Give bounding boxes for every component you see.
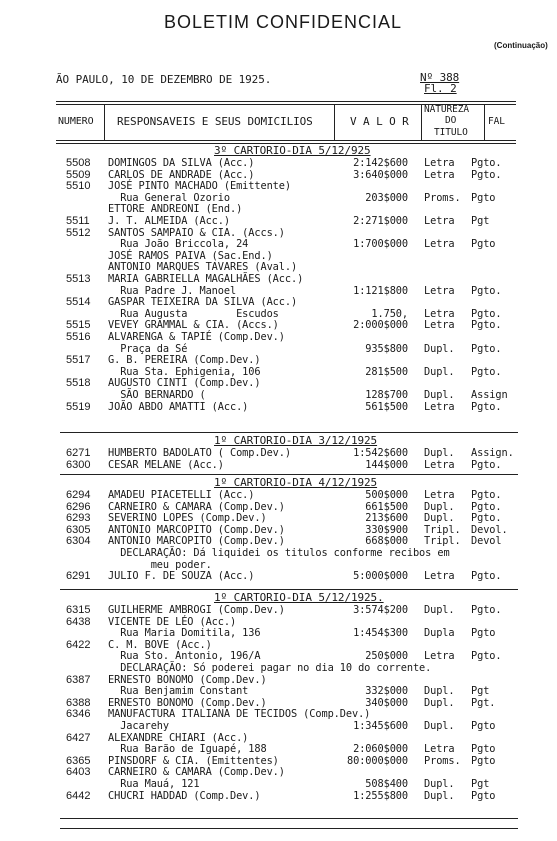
section-heading: 1º CARTORIO-DIA 4/12/1925 xyxy=(214,476,378,489)
entry-name: VEVEY GRAMMAL & CIA. (Accs.) xyxy=(108,319,279,332)
section-heading: 3º CARTORIO-DIA 5/12/925 xyxy=(214,144,371,157)
entry-natureza: Dupl. xyxy=(424,789,455,802)
entry-number: 6291 xyxy=(66,570,91,583)
header-valor: V A L O R xyxy=(350,115,409,128)
entry-valor: 250$000 xyxy=(365,650,408,663)
section-heading: 1º CARTORIO-DIA 5/12/1925. xyxy=(214,591,384,604)
entry-number: 5517 xyxy=(66,354,91,367)
entry-valor: 340$000 xyxy=(365,696,408,709)
entry-fal: Pgto. xyxy=(471,458,502,471)
entry-name: CARNEIRO & CAMARA (Comp.Dev.) xyxy=(108,766,285,779)
entry-name: Rua Maria Domitila, 136 xyxy=(108,627,261,640)
entry-name: AUGUSTO CINTI (Comp.Dev.) xyxy=(108,377,261,390)
entry-name: Rua João Briccola, 24 xyxy=(108,238,249,251)
entry-fal: Pgto xyxy=(471,743,496,756)
entry-valor: 500$000 xyxy=(365,489,408,501)
entry-name: ALEXANDRE CHIARI (Acc.) xyxy=(108,731,249,744)
entry-natureza: Letra xyxy=(424,168,455,181)
entry-name: MARIA GABRIELLA MAGALHÃES (Acc.) xyxy=(108,273,304,285)
entry-valor: 2:060$000 xyxy=(353,743,408,756)
entry-natureza: Letra xyxy=(424,570,455,583)
entry-name: GUILHERME AMBROGI (Comp.Dev.) xyxy=(108,604,285,616)
entry-name: ANTONIO MARQUES TAVARES (Aval.) xyxy=(108,261,298,274)
entry-name: SÃO BERNARDO ( xyxy=(108,389,206,401)
entry-name: Rua General Ozorio xyxy=(108,191,230,204)
entry-number: 6315 xyxy=(66,604,91,616)
entry-fal: Pgto xyxy=(471,789,496,802)
entry-fal: Pgto xyxy=(471,627,496,640)
entry-fal: Pgto. xyxy=(471,284,502,297)
entry-valor: 5:000$000 xyxy=(353,570,408,583)
entry-name: Rua Mauá, 121 xyxy=(108,778,200,790)
entry-natureza: Letra xyxy=(424,489,455,501)
header-bottom-rule xyxy=(56,140,516,141)
entry-number: 5508 xyxy=(66,157,91,169)
entry-valor: 1:345$600 xyxy=(353,720,408,732)
entry-valor: 935$800 xyxy=(365,342,408,355)
entry-number: 6365 xyxy=(66,754,91,767)
entry-natureza: Dupl. xyxy=(424,778,455,790)
entry-natureza: Letra xyxy=(424,400,455,413)
entry-valor: 128$700 xyxy=(365,389,408,401)
entry-fal: Pgto. xyxy=(471,168,502,181)
entry-name: JOSÉ RAMOS PAIVA (Sac.End.) xyxy=(108,249,273,262)
entry-natureza: Tripl. xyxy=(424,523,461,536)
entry-valor: 332$000 xyxy=(365,685,408,698)
entry-fal: Assign. xyxy=(471,447,514,459)
entry-natureza: Dupla xyxy=(424,627,455,640)
entry-name: ETTORE ANDREONI (End.) xyxy=(108,203,243,216)
entry-name: Jacarehy xyxy=(108,720,169,732)
page-title: BOLETIM CONFIDENCIAL xyxy=(164,12,403,32)
entry-natureza: Letra xyxy=(424,157,455,169)
entry-name: PINSDORF & CIA. (Emittentes) xyxy=(108,754,279,767)
section-rule xyxy=(60,589,518,590)
entry-name: AMADEU PIACETELLI (Acc.) xyxy=(108,489,255,501)
entry-fal: Pgt xyxy=(471,685,490,698)
entry-natureza: Letra xyxy=(424,238,455,251)
entry-natureza: Dupl. xyxy=(424,696,455,709)
col-divider-4 xyxy=(484,104,485,140)
entry-valor: 1:121$800 xyxy=(353,284,408,297)
entry-natureza: Proms. xyxy=(424,754,461,767)
place-date: ÃO PAULO, 10 DE DEZEMBRO DE 1925. xyxy=(56,73,272,86)
entry-natureza: Proms. xyxy=(424,191,461,204)
entry-valor: 661$500 xyxy=(365,500,408,513)
entry-valor: 3:640$000 xyxy=(353,168,408,181)
entry-name: SANTOS SAMPAIO & CIA. (Accs.) xyxy=(108,226,285,239)
header-fal: FAL xyxy=(488,116,505,127)
entry-number: 6442 xyxy=(66,789,91,802)
entry-valor: 1:255$800 xyxy=(353,789,408,802)
entry-number: 6403 xyxy=(66,766,91,779)
entry-natureza: Letra xyxy=(424,284,455,297)
entry-valor: 2:000$000 xyxy=(353,319,408,332)
entry-name: ANTONIO MARCOPITO (Comp.Dev.) xyxy=(108,523,285,536)
entry-name: HUMBERTO BADOLATO ( Comp.Dev.) xyxy=(108,447,291,459)
entry-number: 6293 xyxy=(66,512,91,525)
entry-natureza: Letra xyxy=(424,458,455,471)
entry-name: JULIO F. DE SOUZA (Acc.) xyxy=(108,570,255,583)
header-responsaveis: RESPONSAVEIS E SEUS DOMICILIOS xyxy=(117,115,313,128)
entry-natureza: Letra xyxy=(424,319,455,332)
entry-name: G. B. PEREIRA (Comp.Dev.) xyxy=(108,354,261,367)
entry-name: SEVERINO LOPES (Comp.Dev.) xyxy=(108,512,267,525)
entry-fal: Devol. xyxy=(471,523,508,536)
entry-name: ANTONIO MARCOPITO (Comp.Dev.) xyxy=(108,535,285,548)
col-divider-2 xyxy=(334,104,335,140)
entry-number: 6300 xyxy=(66,458,91,471)
entry-valor: 144$000 xyxy=(365,458,408,471)
entry-valor: 561$500 xyxy=(365,400,408,413)
entry-natureza: Dupl. xyxy=(424,720,455,732)
entry-natureza: Dupl. xyxy=(424,685,455,698)
entry-name: ALVARENGA & TAPIÉ (Comp.Dev.) xyxy=(108,331,285,343)
entry-fal: Pgt xyxy=(471,778,490,790)
entry-valor: 281$500 xyxy=(365,365,408,378)
entry-fal: Pgto. xyxy=(471,342,502,355)
entry-valor: 80:000$000 xyxy=(347,754,408,767)
entry-number: 6438 xyxy=(66,615,91,628)
entry-number: 5516 xyxy=(66,331,91,343)
entry-name: DECLARAÇÃO: Só poderei pagar no dia 10 do corrente. xyxy=(108,662,432,674)
entry-fal: Pgto. xyxy=(471,307,502,320)
entry-name: CARNEIRO & CAMARA (Comp.Dev.) xyxy=(108,500,285,513)
entry-valor: 213$600 xyxy=(365,512,408,525)
entry-valor: 3:574$200 xyxy=(353,604,408,616)
entry-natureza: Dupl. xyxy=(424,512,455,525)
entry-natureza: Dupl. xyxy=(424,342,455,355)
entry-valor: 1:454$300 xyxy=(353,627,408,640)
entry-number: 5510 xyxy=(66,180,91,193)
header-natureza: NATUREZA xyxy=(424,104,469,115)
entry-valor: 330$900 xyxy=(365,523,408,536)
entry-valor: 1:542$600 xyxy=(353,447,408,459)
sheet-number: Fl. 2 xyxy=(424,82,457,95)
entry-valor: 2:271$000 xyxy=(353,215,408,227)
entry-number: 6427 xyxy=(66,731,91,744)
entry-natureza: Dupl. xyxy=(424,365,455,378)
entry-name: DOMINGOS DA SILVA (Acc.) xyxy=(108,157,255,169)
entry-fal: Pgto. xyxy=(471,365,502,378)
entry-number: 5514 xyxy=(66,296,91,309)
entry-name: JOSÉ PINTO MACHADO (Emittente) xyxy=(108,180,291,193)
entry-natureza: Dupl. xyxy=(424,389,455,401)
header-natureza-titulo: TITULO xyxy=(434,127,468,138)
entry-valor: 203$000 xyxy=(365,191,408,204)
table-top-rule xyxy=(56,101,516,102)
entry-name: ERNESTO BONOMO (Comp.Dev.) xyxy=(108,673,267,686)
entry-natureza: Letra xyxy=(424,650,455,663)
entry-number: 5513 xyxy=(66,273,91,285)
entry-number: 5512 xyxy=(66,226,91,239)
col-divider-1 xyxy=(104,104,105,140)
section-rule xyxy=(60,432,518,433)
entry-natureza: Letra xyxy=(424,743,455,756)
bottom-rule xyxy=(60,818,518,819)
entry-fal: Pgto. xyxy=(471,157,502,169)
entry-fal: Pgt. xyxy=(471,696,496,709)
entry-number: 5519 xyxy=(66,400,91,413)
entry-name: GASPAR TEIXEIRA DA SILVA (Acc.) xyxy=(108,296,298,309)
entry-natureza: Letra xyxy=(424,215,455,227)
entry-fal: Assign xyxy=(471,389,508,401)
entry-valor: 1:700$000 xyxy=(353,238,408,251)
header-numero: NUMERO xyxy=(58,116,94,127)
entry-number: 6388 xyxy=(66,696,91,709)
bulletin-number: Nº 388 xyxy=(420,71,460,84)
entry-number: 6346 xyxy=(66,708,91,721)
entry-name: Rua Barão de Iguapé, 188 xyxy=(108,743,267,756)
entry-number: 6422 xyxy=(66,638,91,651)
entry-fal: Pgto. xyxy=(471,604,502,616)
entry-natureza: Dupl. xyxy=(424,500,455,513)
entry-name: Rua Augusta Escudos xyxy=(108,307,279,320)
entry-number: 6294 xyxy=(66,489,91,501)
entry-name: VICENTE DE LÉO (Acc.) xyxy=(108,615,237,628)
entry-name: Rua Sto. Antonio, 196/A xyxy=(108,650,261,663)
entry-name: J. T. ALMEIDA (Acc.) xyxy=(108,215,230,227)
continuation-label: (Continuação) xyxy=(494,41,548,50)
entry-valor: 508$400 xyxy=(365,778,408,790)
entry-name: CHUCRI HADDAD (Comp.Dev.) xyxy=(108,789,261,802)
entry-number: 5509 xyxy=(66,168,91,181)
entry-valor: 2:142$600 xyxy=(353,157,408,169)
col-divider-3 xyxy=(421,104,422,140)
header-natureza-do: DO xyxy=(445,115,457,126)
entry-name: MANUFACTURA ITALIANA DE TECIDOS (Comp.Dev.) xyxy=(108,708,371,721)
entry-name: CARLOS DE ANDRADE (Acc.) xyxy=(108,168,255,181)
entry-number: 6387 xyxy=(66,673,91,686)
entry-number: 6304 xyxy=(66,535,91,548)
entry-natureza: Tripl. xyxy=(424,535,461,548)
entry-fal: Devol xyxy=(471,535,502,548)
entry-number: 5518 xyxy=(66,377,91,390)
entry-fal: Pgto. xyxy=(471,570,502,583)
entry-fal: Pgto. xyxy=(471,489,502,501)
entry-fal: Pgto. xyxy=(471,500,502,513)
entry-natureza: Letra xyxy=(424,307,455,320)
entry-fal: Pgto. xyxy=(471,512,502,525)
entry-number: 6296 xyxy=(66,500,91,513)
entry-number: 5511 xyxy=(66,215,90,227)
entry-fal: Pgto xyxy=(471,238,496,251)
entry-name: C. M. BOVE (Acc.) xyxy=(108,638,212,651)
entry-fal: Pgt xyxy=(471,215,490,227)
entry-name: Praça da Sé xyxy=(108,342,188,355)
entry-number: 5515 xyxy=(66,319,91,332)
entry-name: Rua Padre J. Manoel xyxy=(108,284,237,297)
section-heading: 1º CARTORIO-DIA 3/12/1925 xyxy=(214,434,378,447)
entry-name: Rua Sta. Ephigenia, 106 xyxy=(108,365,261,378)
entry-number: 6305 xyxy=(66,523,91,536)
entry-natureza: Dupl. xyxy=(424,604,455,616)
entry-name: JOÃO ABDO AMATTI (Acc.) xyxy=(108,400,249,413)
entry-fal: Pgto xyxy=(471,720,496,732)
entry-valor: 1.750, xyxy=(371,307,408,320)
entry-fal: Pgto xyxy=(471,754,496,767)
entry-fal: Pgto. xyxy=(471,400,502,413)
entry-name: ERNESTO BONOMO (Comp.Dev.) xyxy=(108,696,267,709)
entry-fal: Pgto. xyxy=(471,650,502,663)
section-rule xyxy=(60,474,518,475)
entry-name: DECLARAÇÃO: Dá liquidei os titulos conforme recibos em xyxy=(108,547,450,559)
entry-name: meu poder. xyxy=(108,558,212,571)
bottom-rule-2 xyxy=(60,828,518,829)
entry-number: 6271 xyxy=(66,447,91,459)
entry-valor: 668$000 xyxy=(365,535,408,548)
entry-name: CESAR MELANE (Acc.) xyxy=(108,458,224,471)
entry-natureza: Dupl. xyxy=(424,447,455,459)
entry-name: Rua Benjamim Constant xyxy=(108,685,249,698)
entry-fal: Pgto. xyxy=(471,319,502,332)
entry-fal: Pgto xyxy=(471,191,496,204)
